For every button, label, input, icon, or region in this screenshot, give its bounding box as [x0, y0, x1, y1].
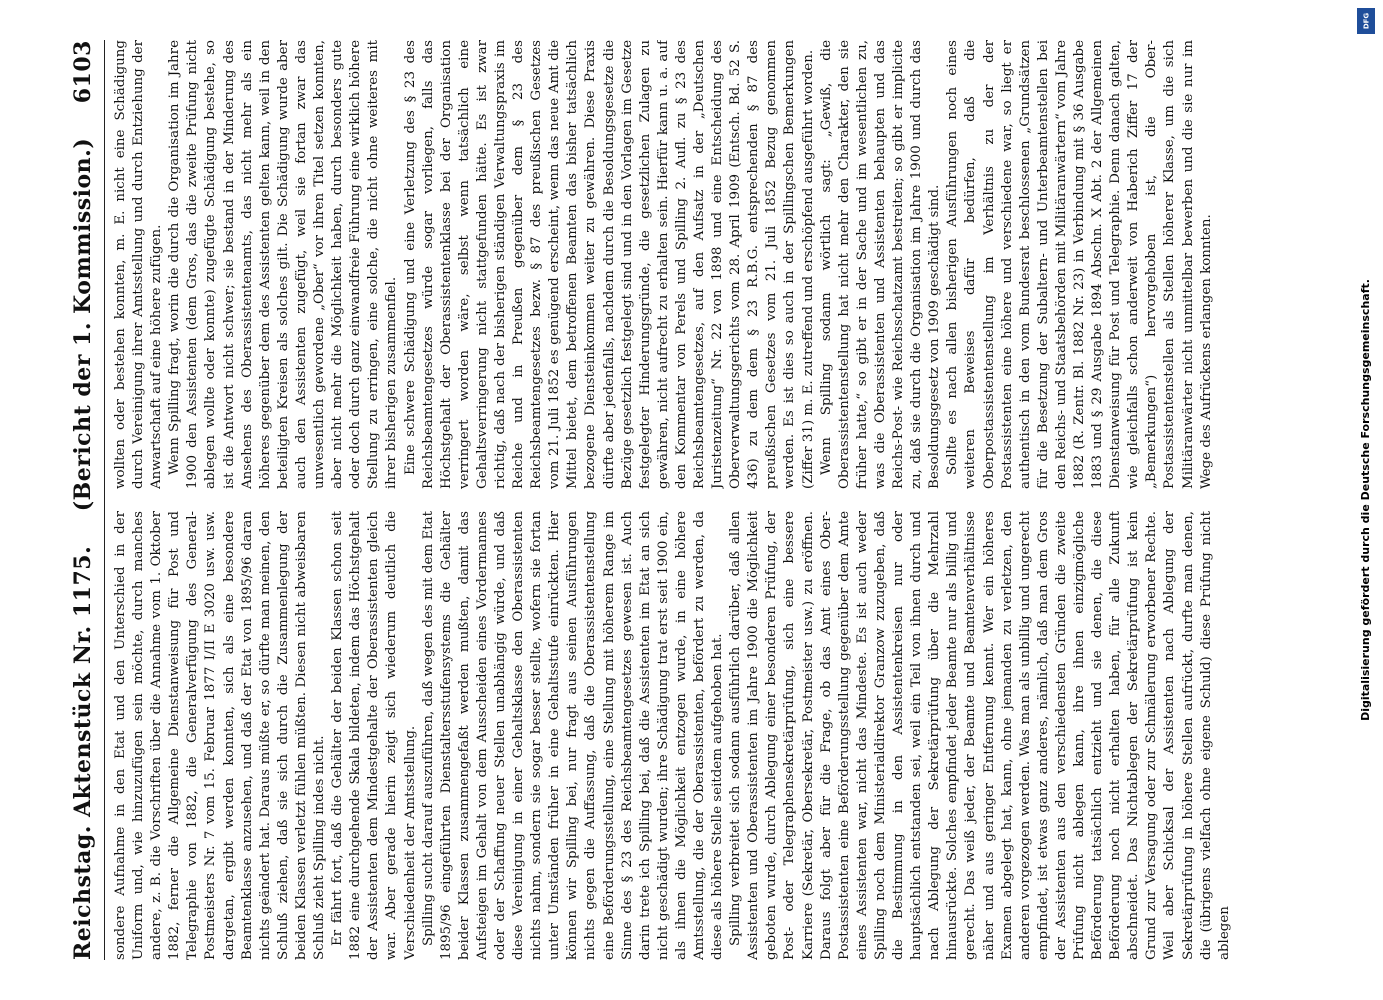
paragraph: sondere Aufnahme in den Etat und den Unterschied in der Uniform und, wie hinzuzufügen sein möchte, durch manches andere, z. B. die Vorschriften über die Annahme vom 1. Oktober 1882, ferner die Allgemeine Dienstanweisung für Post und Telegraphie von 1882, die Generalverfügung des General-Postmeisters Nr. 7 vom 15. Februar 1877 I/II E 3020 usw. usw. dargetan, ergibt werden konnten, sich als eine besondere Beamtenklasse anzusehen, und daß der Etat von 1895/96 daran nichts geändert hat. Daraus müßte er, so dürfte man meinen, den Schluß ziehen, daß sie sich durch die Zusammenlegung der beiden Klassen verletzt fühlen müßten. Diesen nicht abweisbaren Schluß zieht Spilling indes nicht.	[113, 511, 328, 960]
paragraph: Spilling sucht darauf auszuführen, daß wegen des mit dem Etat 1895/96 eingeführten Dienstaltersstufensystems die Gehälter beider Klassen zusammengefaßt werden mußten, damit das Aufsteigen im Gehalt von dem Ausscheiden eines Vordermannes oder der Schaffung neuer Stellen unabhängig würde, und daß diese Vereinigung in einer Gehaltsklasse den Oberassistenten nichts nahm, sondern sie sogar besser stellte, wofern sie fortan unter Umständen früher in eine Gehaltsstufe einrückten. Hier können wir Spilling bei, nur fragt aus seinen Ausführungen nichts gegen die Auffassung, daß die Oberassistentenstellung eine Beförderungsstellung, eine Stellung mit höherem Range im Sinne des § 23 des Reichsbeamtengesetzes gewesen ist. Auch darin trete ich Spilling bei, daß die Assistenten im Etat an sich nicht geschädigt wurden; ihre Schädigung trat erst seit 1900 ein, als ihnen die Möglichkeit entzogen wurde, in eine höhere Amtsstellung, die der Oberassistenten, befördert zu werden, da diese als höhere Stelle seitdem aufgehoben hat.	[420, 511, 726, 960]
paragraph: Eine schwere Schädigung und eine Verletzung des § 23 des Reichsbeamtengesetzes würde sogar vorliegen, falls das Höchstgehalt der Oberassistentenklasse bei der Organisation verringert worden wäre, selbst wenn tatsächlich eine Gehaltsverringerung nicht stattgefunden hätte. Es ist zwar richtig, daß nach der bisherigen ständigen Verwaltungspraxis im Reiche und in Preußen gegenüber dem § 23 des Reichsbeamtengesetzes bezw. § 87 des preußischen Gesetzes vom 21. Juli 1852 es genügend erscheint, wenn das neue Amt die Mittel bietet, dem betroffenen Beamten das bisher tatsächlich bezogene Diensteinkommen weiter zu gewähren. Diese Praxis dürfte aber jedenfalls, nachdem durch die Besoldungsgesetze die Bezüge gesetzlich festgelegt sind und in den Vorlagen im Gesetze festgelegter Hinderungsgründe, die gesetzlichen Zulagen zu gewähren, nicht aufrecht zu erhalten sein. Hierfür kann u. a. auf den Kommentar von Perels und Spilling 2. Aufl. zu § 23 des Reichsbeamtengesetzes, auf den Aufsatz in der „Deutschen Juristenzeitung“ Nr. 22 von 1898 und eine Entscheidung des Oberverwaltungsgerichts vom 28. April 1909 (Entsch. Bd. 52 S. 436) zu dem dem § 23 R.B.G. entsprechenden § 87 des preußischen Gesetzes vom 21. Juli 1852 Bezug genommen werden. Es ist dies so auch in der Spillingschen Bemerkungen (Ziffer 31) m. E. zutreffend und erschöpfend ausgeführt worden.	[402, 40, 816, 489]
paragraph: Wenn Spilling sodann wörtlich sagt: „Gewiß, die Oberassistentenstellung hat nicht mehr den Charakter, den sie früher hatte,“ so gibt er in der Sache und im wesentlichen zu, was die Oberassistenten und Assistenten behaupten und das Reichs-Post- wie Reichsschatzamt bestreiten; so gibt er implicite zu, daß sie durch die Organisation im Jahre 1900 und durch das Besoldungsgesetz von 1909 geschädigt sind.	[818, 40, 943, 489]
text-columns	[112, 40, 1323, 960]
page-number: 6103	[70, 40, 96, 104]
paragraph: Er fährt fort, daß die Gehälter der beiden Klassen schon seit 1882 eine durchgehende Skala bildeten, indem das Höchstgehalt der Assistenten dem Mindestgehalte der Oberassistenten gleich war. Aber gerade hierin zeigt sich wiederum deutlich die Verschiedenheit der Amtsstellung.	[330, 511, 418, 960]
text-column-left	[112, 511, 1323, 960]
page-header-section: (Bericht der 1. Kommission.)	[70, 137, 96, 512]
svg-text:DFG: DFG	[1362, 12, 1371, 30]
page-header-title: Reichstag. Aktenstück Nr. 1175.	[70, 545, 96, 960]
paragraph: Spilling verbreitet sich sodann ausführlich darüber, daß allen Assistenten und Oberassistenten im Jahre 1900 die Möglichkeit geboten wurde, durch Ablegung einer besonderen Prüfung, der Post- oder Telegraphensekretärprüfung, sich eine bessere Karriere (Sekretär, Obersekretär, Postmeister usw.) zu eröffnen. Daraus folgt aber für die Frage, ob das Amt eines Ober-Postassistenten eine Beförderungsstellung gegenüber dem Amte eines Assistenten war, nicht das Mindeste. Es ist auch weder Spilling noch dem Ministerialdirektor Granzow zuzugeben, daß die Bestimmung in den Assistentenkreisen nur oder hauptsächlich entstanden sei, weil ein Teil von ihnen durch und nach Ablegung der Sekretärprüfung über die Mehrzahl hinausrückte. Solches empfindet jeder Beamte nur als billig und gerecht. Das weiß jeder, der Beamte und Beamtenverhältnisse näher und aus geringer Entfernung kennt. Wer ein höheres Examen abgelegt hat, kann, ohne jemanden zu verletzen, den anderen vorgezogen werden. Was man als unbillig und ungerecht empfindet, ist etwas ganz anderes, nämlich, daß man dem Gros der Assistenten aus den verschiedensten Gründen die zweite Prüfung nicht ablegen kann, ihre ihnen einzigmögliche Beförderung tatsächlich entzieht und sie denen, die diese Beförderung noch nicht erhalten haben, für alle Zukunft abschneidet. Das Nichtablegen der Sekretärprüfung ist kein Grund zur Versagung oder zur Schmälerung erworbener Rechte. Weil aber Schicksal der Assistenten nach Ablegung der Sekretärprüfung in höhere Stellen aufrückt, durfte man denen, die (übrigens vielfach ohne eigene Schuld) diese Prüfung nicht ablegen	[728, 511, 1232, 960]
digitization-note: Digitalisierung gefördert durch die Deutsche Forschungsgemeinschaft.	[1359, 279, 1372, 721]
paragraph: wollten oder bestehen konnten, m. E. nicht eine Schädigung durch Vereinigung ihrer Amtsstellung und durch Entziehung der Anwartschaft auf eine höhere zufügen.	[113, 40, 165, 489]
paragraph: Wenn Spilling fragt, worin die durch die Organisation im Jahre 1900 den Assistenten (dem Gros, das die zweite Prüfung nicht ablegen wollte oder konnte) zugefügte Schädigung bestehe, so ist die Antwort nicht schwer; sie bestand in der Minderung des Ansehens des Oberassistentenamts, das nicht mehr als ein höheres gegenüber dem des Assistenten gelten kann, weil in den beteiligten Kreisen als solches gilt. Die Schädigung wurde aber auch den Assistenten zugefügt, weil sie fortan zwar das unwesentlich gewordene „Ober“ vor ihren Titel setzen konnten, aber nicht mehr die Möglichkeit haben, durch besonders gute oder doch durch ganz einwandfreie Führung eine wirklich höhere Stellung zu erringen, eine solche, die nicht ohne weiteres mit ihrer bisherigen zusammenfiel.	[167, 40, 400, 489]
dfg-logo-icon	[1357, 8, 1375, 34]
text-column-right	[112, 40, 1323, 489]
header-rule	[104, 40, 105, 960]
page-header	[70, 40, 100, 960]
paragraph: Sollte es nach allen bisherigen Ausführungen noch eines weiteren Beweises dafür bedürfen, daß die Oberpostassistentenstellung im Verhältnis zu der der Postassistenten eine höhere und verschiedene war, so liegt er authentisch in den vom Bundesrat beschlossenen „Grundsätzen für die Besetzung der Subaltern- und Unterbeamtenstellen bei den Reichs- und Staatsbehörden mit Militäranwärtern“ vom Jahre 1882 (R. Zentr. Bl. 1882 Nr. 23) in Verbindung mit § 36 Ausgabe 1883 und § 29 Ausgabe 1894 Abschn. X Abt. 2 der Allgemeinen Dienstanweisung für Post und Telegraphie. Denn danach galten, wie gleichfalls schon anderweit von Haberich Ziffer 17 der „Bemerkungen“) hervorgehoben ist, die Ober-Postassistentenstellen als Stellen höherer Klasse, um die sich Militäranwärter nicht unmittelbar bewerben und die sie nur im Wege des Aufrückens erlangen konnten.	[945, 40, 1214, 489]
